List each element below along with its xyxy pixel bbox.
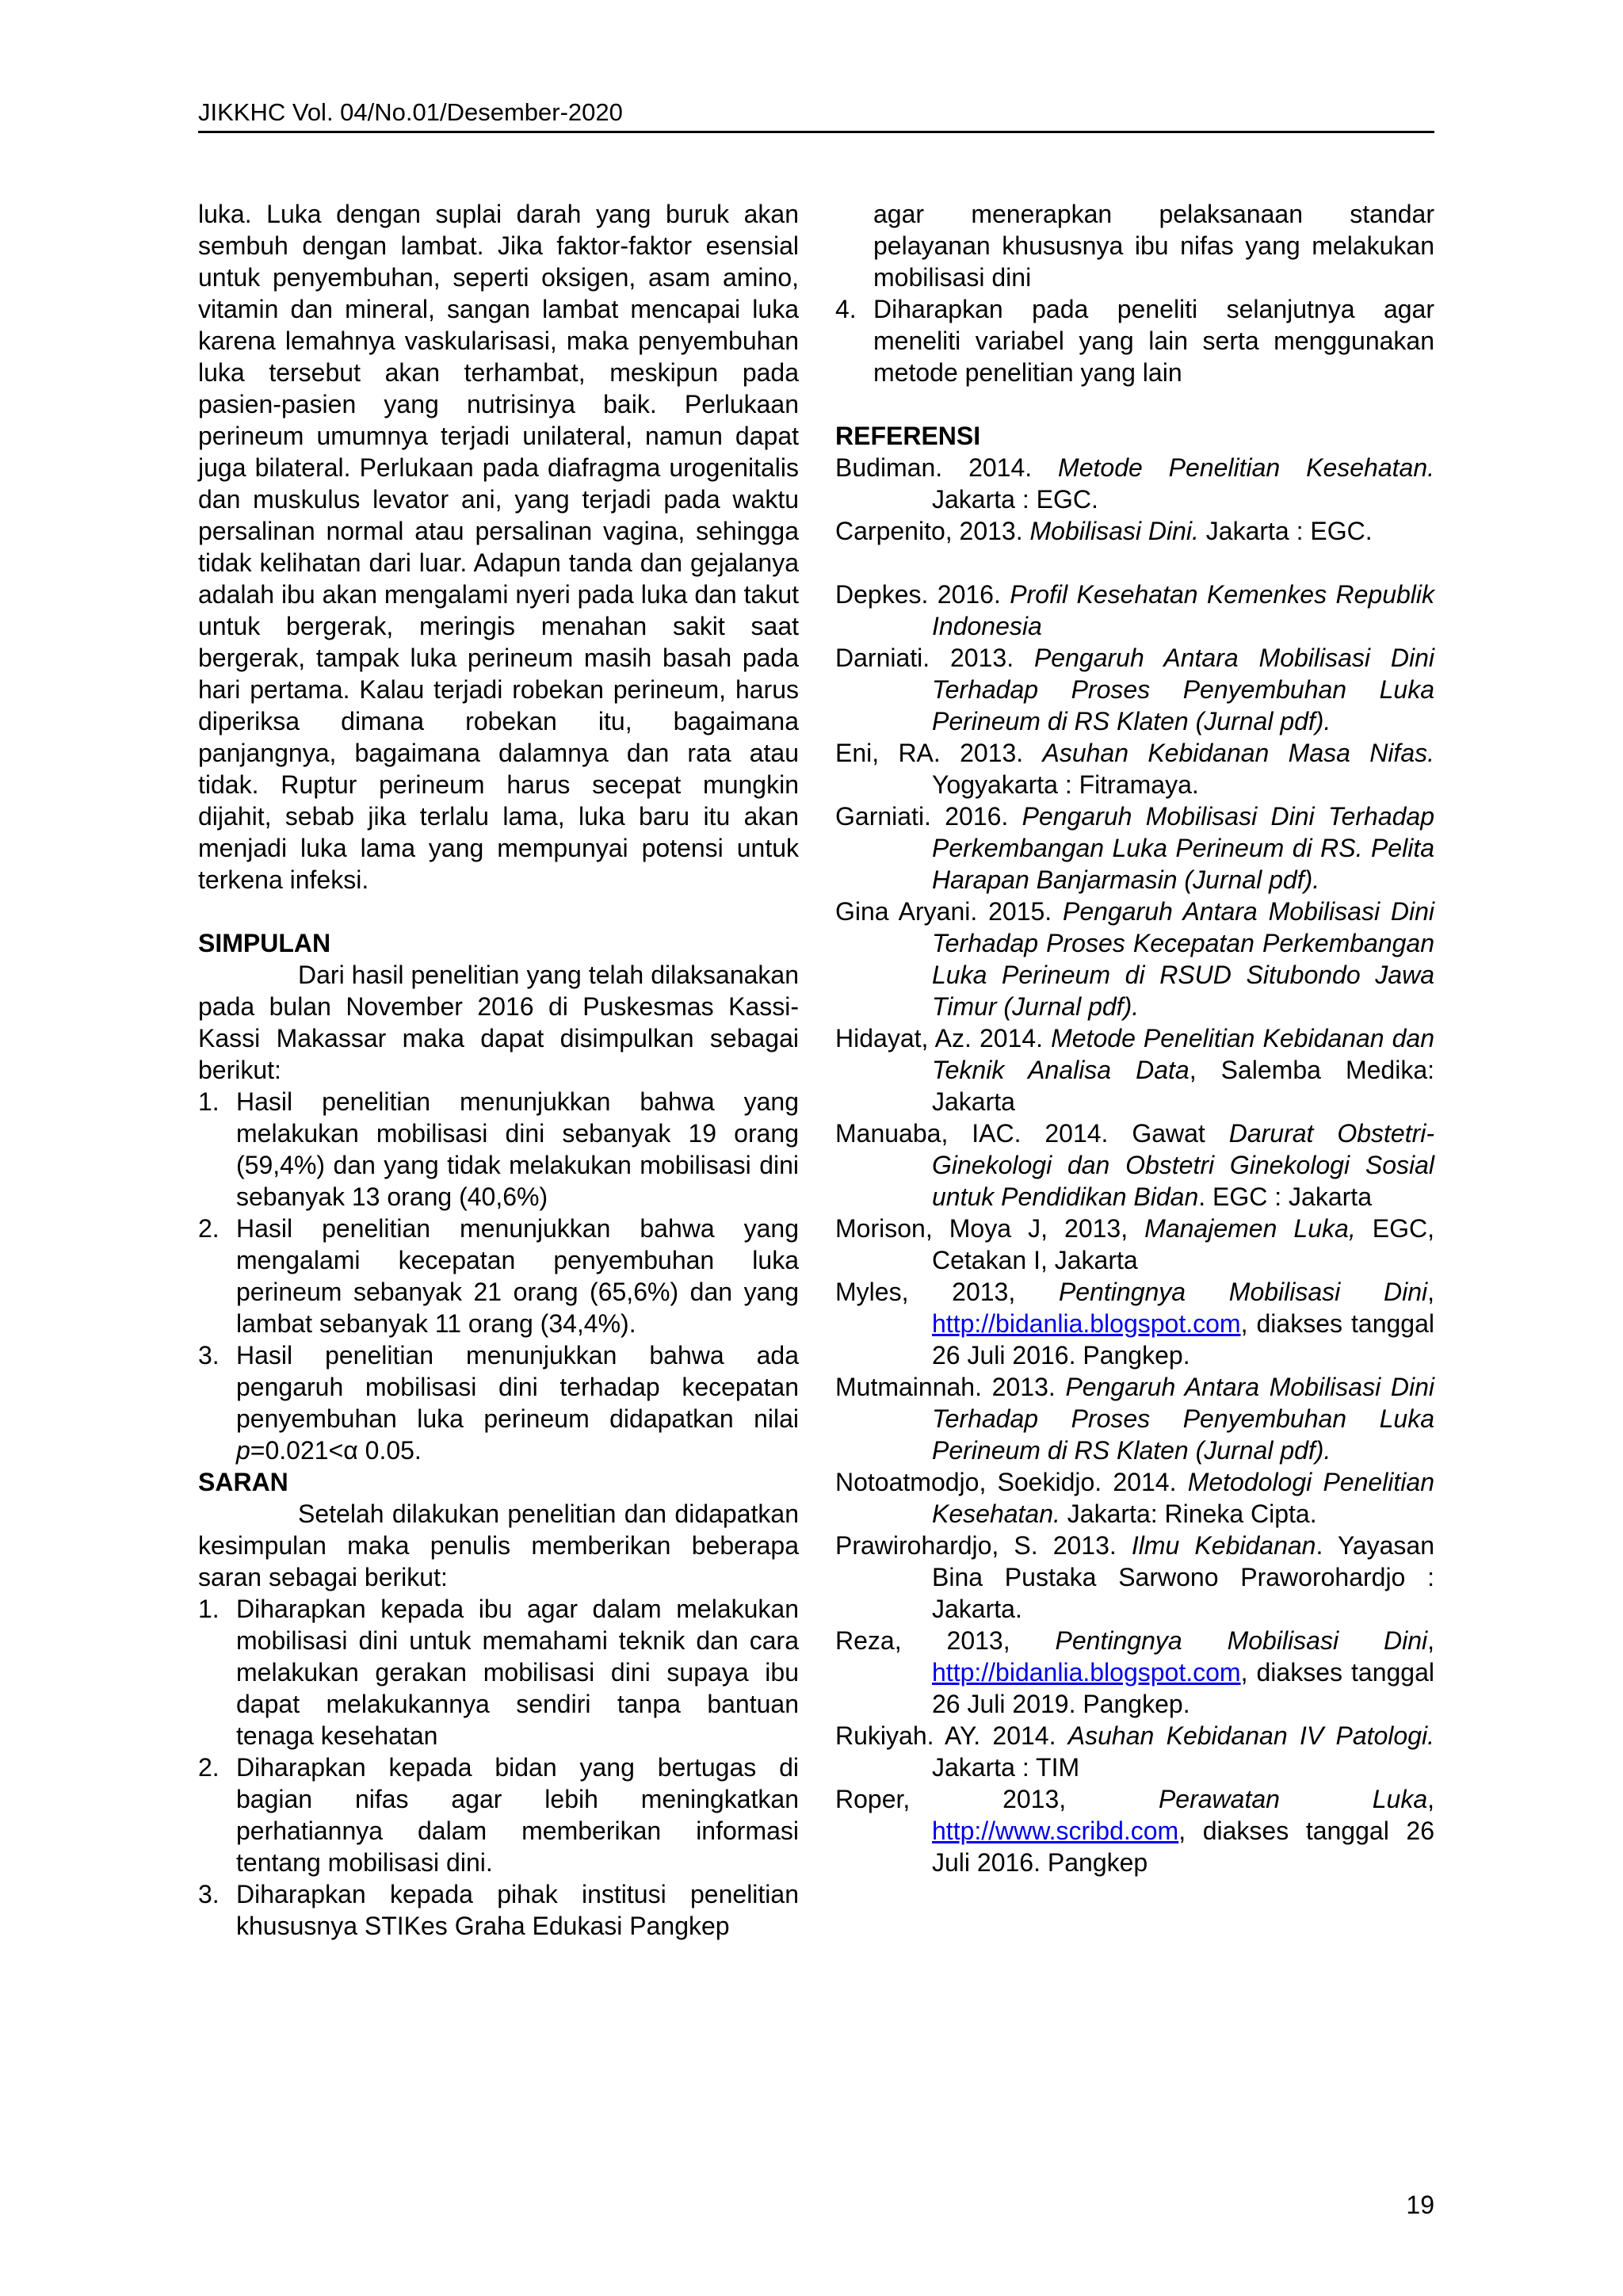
reference-title: Pengaruh Mobilisasi Dini Terhadap Perkembangan Luka Perineum di RS. Pelita Harapan Banjarmasin (Jurnal pdf). [932,802,1435,894]
reference-title: Metode Penelitian Kesehatan. [1058,453,1435,482]
list-text: Hasil penelitian menunjukkan bahwa yang melakukan mobilisasi dini sebanyak 19 orang (59,4%) dan yang tidak melakukan mobilisasi dini sebanyak 13 orang (40,6%) [236,1087,799,1211]
section-heading-simpulan: SIMPULAN [198,929,331,957]
reference-publisher: , [1427,1278,1434,1306]
reference-title: Pengaruh Antara Mobilisasi Dini Terhadap Proses Penyembuhan Luka Perineum di RS Klaten (Jurnal pdf). [932,644,1435,735]
right-column [835,198,1434,1878]
reference-url-link[interactable]: http://bidanlia.blogspot.com [932,1658,1241,1687]
reference-title: Manajemen Luka, [1144,1214,1356,1243]
reference-publisher: Jakarta : TIM [932,1753,1080,1782]
reference-author-year: Manuaba, IAC. 2014. Gawat [835,1119,1229,1148]
reference-entry [835,1022,1434,1117]
reference-author-year: Roper, 2013, [835,1785,1159,1813]
reference-title: Pentingnya Mobilisasi Dini [1058,1278,1428,1306]
saran-item [835,293,1434,388]
reference-access-note: , diakses tanggal 26 Juli 2019. Pangkep. [932,1658,1434,1718]
reference-author-year: Reza, 2013, [835,1626,1056,1655]
reference-entry [835,1371,1434,1466]
list-text: =0.021<α 0.05. [250,1436,422,1465]
reference-access-note: , diakses tanggal 26 Juli 2016. Pangkep [932,1817,1434,1877]
list-text: Diharapkan kepada pihak institusi penelitian khususnya STIKes Graha Edukasi Pangkep [236,1880,799,1940]
list-number: 4. [835,295,857,323]
simpulan-item [198,1339,799,1466]
reference-entry [835,515,1434,547]
reference-author-year: Garniati. 2016. [835,802,1022,831]
list-text: Hasil penelitian menunjukkan bahwa ada pengaruh mobilisasi dini terhadap kecepatan penyembuhan luka perineum didapatkan nilai [236,1341,799,1433]
reference-publisher: , Salemba Medika: Jakarta [932,1056,1434,1116]
reference-title: Pengaruh Antara Mobilisasi Dini Terhadap Proses Kecepatan Perkembangan Luka Perineum di RSUD Situbondo Jawa Timur (Jurnal pdf). [932,897,1435,1021]
reference-author-year: Depkes. 2016. [835,580,1010,609]
reference-publisher: Yogyakarta : Fitramaya. [932,770,1199,799]
reference-title: Pengaruh Antara Mobilisasi Dini Terhadap Proses Penyembuhan Luka Perineum di RS Klaten (Jurnal pdf). [932,1373,1435,1465]
reference-entry [835,1276,1434,1371]
reference-author-year: Carpenito, 2013. [835,517,1030,545]
reference-title: Darurat Obstetri-Ginekologi dan Obstetri Ginekologi Sosial untuk Pendidikan Bidan [932,1119,1435,1211]
reference-entry [835,896,1434,1022]
reference-title: Ilmu Kebidanan [1131,1531,1316,1560]
reference-entry [835,1466,1434,1530]
list-number: 3. [198,1880,220,1908]
reference-title: Asuhan Kebidanan IV Patologi. [1067,1721,1434,1750]
running-header: JIKKHC Vol. 04/No.01/Desember-2020 [198,98,623,126]
list-text: Hasil penelitian menunjukkan bahwa yang mengalami kecepatan penyembuhan luka perineum sebanyak 21 orang (65,6%) dan yang lambat sebanyak 11 orang (34,4%). [236,1214,799,1338]
reference-author-year: Morison, Moya J, 2013, [835,1214,1145,1243]
list-number: 1. [198,1087,220,1116]
reference-entry [835,1783,1434,1878]
saran-item [198,1752,799,1878]
reference-publisher: EGC, Cetakan I, Jakarta [932,1214,1435,1274]
reference-title: Metode Penelitian Kebidanan dan Teknik Analisa Data [932,1024,1435,1084]
reference-title: Pentingnya Mobilisasi Dini [1055,1626,1428,1655]
reference-author-year: Gina Aryani. 2015. [835,897,1064,926]
reference-list [835,452,1434,1878]
reference-access-note: , diakses tanggal 26 Juli 2016. Pangkep. [932,1309,1434,1370]
reference-author-year: Eni, RA. 2013. [835,739,1043,767]
saran-item-continuation [835,198,1434,293]
simpulan-item [198,1213,799,1339]
saran-item [198,1593,799,1752]
reference-author-year: Darniati. 2013. [835,644,1034,672]
reference-author-year: Myles, 2013, [835,1278,1059,1306]
reference-author-year: Notoatmodjo, Soekidjo. 2014. [835,1468,1188,1496]
list-text: agar menerapkan pelaksanaan standar pelayanan khususnya ibu nifas yang melakukan mobilisasi dini [873,200,1434,292]
section-heading-referensi: REFERENSI [835,422,981,450]
reference-title: Mobilisasi Dini. [1029,517,1199,545]
reference-publisher: . Yayasan Bina Pustaka Sarwono Praworohardjo : Jakarta. [932,1531,1435,1623]
reference-url-link[interactable]: http://www.scribd.com [932,1817,1179,1845]
reference-entry [835,642,1434,737]
reference-publisher: . EGC : Jakarta [1198,1182,1372,1211]
reference-entry [835,1530,1434,1625]
simpulan-intro: Dari hasil penelitian yang telah dilaksanakan pada bulan November 2016 di Puskesmas Kassi-Kassi Makassar maka dapat disimpulkan sebagai berikut: [198,961,799,1084]
saran-intro: Setelah dilakukan penelitian dan didapatkan kesimpulan maka penulis memberikan beberapa saran sebagai berikut: [198,1499,799,1591]
reference-publisher: , [1427,1785,1435,1813]
reference-entry [835,800,1434,896]
list-text: Diharapkan kepada ibu agar dalam melakukan mobilisasi dini untuk memahami teknik dan cara melakukan gerakan mobilisasi dini supaya ibu dapat melakukannya sendiri tanpa bantuan tenaga kesehatan [236,1595,799,1750]
reference-author-year: Budiman. 2014. [835,453,1059,482]
reference-entry [835,579,1434,642]
reference-author-year: Rukiyah. AY. 2014. [835,1721,1068,1750]
left-column [198,198,799,1942]
section-heading-saran: SARAN [198,1468,288,1496]
body-paragraph: luka. Luka dengan suplai darah yang buruk akan sembuh dengan lambat. Jika faktor-faktor esensial untuk penyembuhan, seperti oksigen, asam amino, vitamin dan mineral, sangan lambat mencapai luka karena lemahnya vaskularisasi, maka penyembuhan luka tersebut akan terhambat, meskipun pada pasien-pasien yang nutrisinya baik. Perlukaan perineum umumnya terjadi unilateral, namun dapat juga bilateral. Perlukaan pada diafragma urogenitalis dan muskulus levator ani, yang terjadi pada waktu persalinan normal atau persalinan vagina, sehingga tidak kelihatan dari luar. Adapun tanda dan gejalanya adalah ibu akan mengalami nyeri pada luka dan takut untuk bergerak, meringis menahan sakit saat bergerak, tampak luka perineum masih basah pada hari pertama. Kalau terjadi robekan perineum, harus diperiksa dimana robekan itu, bagaimana panjangnya, bagaimana dalamnya dan rata atau tidak. Ruptur perineum harus secepat mungkin dijahit, sebab jika terlalu lama, luka baru itu akan menjadi luka lama yang mempunyai potensi untuk terkena infeksi. [198,200,799,894]
reference-entry [835,1625,1434,1720]
reference-publisher: Jakarta : EGC. [1198,517,1373,545]
reference-author-year: Hidayat, Az. 2014. [835,1024,1052,1052]
reference-title: Asuhan Kebidanan Masa Nifas. [1042,739,1435,767]
list-text: Diharapkan pada peneliti selanjutnya agar meneliti variabel yang lain serta menggunakan metode penelitian yang lain [873,295,1434,387]
reference-title: Profil Kesehatan Kemenkes Republik Indonesia [932,580,1435,640]
reference-entry [835,737,1434,800]
reference-url-link[interactable]: http://bidanlia.blogspot.com [932,1309,1241,1338]
page-number: 19 [1406,2191,1434,2219]
reference-publisher: Jakarta : EGC. [932,485,1098,514]
list-number: 1. [198,1595,220,1623]
reference-author-year: Mutmainnah. 2013. [835,1373,1066,1401]
saran-item [198,1878,799,1942]
list-number: 3. [198,1341,220,1370]
p-value-symbol: p [236,1436,250,1465]
list-number: 2. [198,1753,220,1782]
list-number: 2. [198,1214,220,1243]
list-text: Diharapkan kepada bidan yang bertugas di bagian nifas agar lebih meningkatkan perhatiannya dalam memberikan informasi tentang mobilisasi dini. [236,1753,799,1877]
reference-entry [835,452,1434,515]
reference-entry [835,1117,1434,1213]
header-rule [198,131,1434,133]
reference-entry [835,1213,1434,1276]
reference-publisher: Jakarta: Rineka Cipta. [1060,1499,1317,1528]
reference-author-year: Prawirohardjo, S. 2013. [835,1531,1132,1560]
reference-entry [835,1720,1434,1783]
reference-title: Metodologi Penelitian Kesehatan. [932,1468,1435,1528]
simpulan-item [198,1086,799,1213]
reference-publisher: , [1427,1626,1435,1655]
reference-title: Perawatan Luka [1158,1785,1428,1813]
